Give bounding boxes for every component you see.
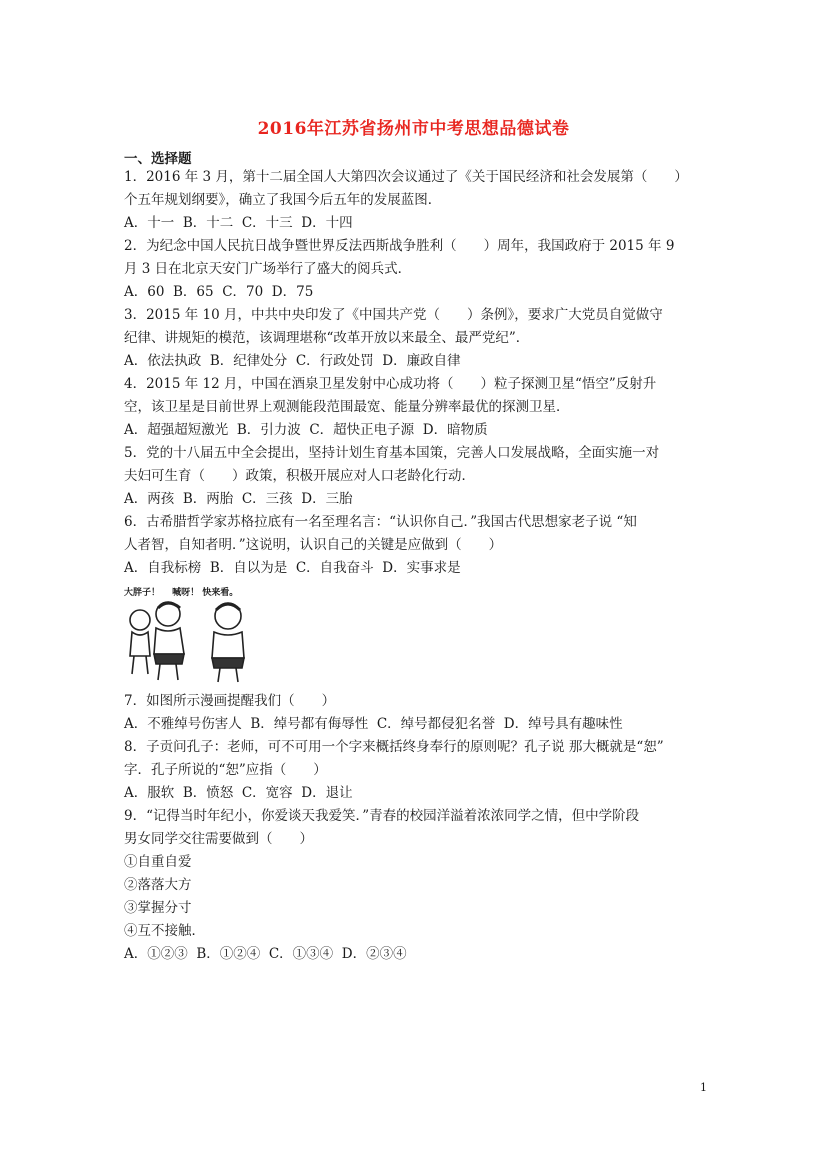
question-stem: 7．如图所示漫画提醒我们（ ） [124, 693, 336, 709]
question-options: A．自我标榜 B．自以为是 C．自我奋斗 D．实事求是 [124, 560, 461, 576]
question-stem: 1．2016 年 3 月，第十二届全国人大第四次会议通过了《关于国民经济和社会发展第（ ） [124, 169, 688, 185]
question-6 [124, 511, 709, 580]
question-options: A．十一 B．十二 C．十三 D．十四 [124, 215, 353, 231]
question-list [124, 166, 709, 966]
question-options: A．超强超短激光 B．引力波 C．超快正电子源 D．暗物质 [124, 422, 488, 438]
question-stem: 夫妇可生育（ ）政策，积极开展应对人口老龄化行动． [124, 468, 475, 484]
question-stem: 3．2015 年 10 月，中共中央印发了《中国共产党（ ）条例》，要求广大党员自觉做守 [124, 307, 663, 323]
question-7 [124, 690, 709, 736]
question-options: A．60 B．65 C．70 D．75 [124, 284, 314, 300]
question-1 [124, 166, 709, 235]
page-number: 1 [700, 1081, 707, 1094]
question-stem: 字．孔子所说的“恕”应指（ ） [124, 762, 327, 778]
question-stem: 男女同学交往需要做到（ ） [124, 831, 313, 847]
question-stem: 5．党的十八届五中全会提出，坚持计划生育基本国策，完善人口发展战略，全面实施一对 [124, 445, 660, 461]
question-stem: 月 3 日在北京天安门广场举行了盛大的阅兵式． [124, 261, 412, 277]
list-item: ①自重自爱 [124, 854, 192, 870]
question-options: A．不雅绰号伤害人 B．绰号都有侮辱性 C．绰号都侵犯名誉 D．绰号具有趣味性 [124, 716, 623, 732]
question-stem: 人者智，自知者明．”这说明，认识自己的关键是应做到（ ） [124, 537, 503, 553]
question-stem: 4．2015 年 12 月，中国在酒泉卫星发射中心成功将（ ）粒子探测卫星“悟空”反射升 [124, 376, 657, 392]
cartoon-caption: 大胖子！ 喊呀！ 快来看。 [124, 588, 239, 598]
page-title: 2016年江苏省扬州市中考思想品德试卷 [257, 119, 570, 139]
section-heading: 一、选择题 [124, 151, 192, 167]
question-stem: 空，该卫星是目前世界上观测能段范围最宽、能量分辨率最优的探测卫星． [124, 399, 570, 415]
question-8 [124, 736, 709, 805]
question-2 [124, 235, 709, 304]
list-item: ③掌握分寸 [124, 900, 192, 916]
question-3 [124, 304, 709, 373]
question-stem: 9．“记得当时年纪小，你爱谈天我爱笑．”青春的校园洋溢着浓浓同学之情，但中学阶段 [124, 808, 640, 824]
question-stem: 2．为纪念中国人民抗日战争暨世界反法西斯战争胜利（ ）周年，我国政府于 2015 年 9 [124, 238, 675, 254]
question-stem: 纪律、讲规矩的模范，该调理堪称“改革开放以来最全、最严党纪”． [124, 330, 530, 346]
cartoon-illustration [124, 582, 709, 687]
question-options: A．服软 B．愤怒 C．宽容 D．退让 [124, 785, 353, 801]
question-5 [124, 442, 709, 511]
question-options: A．①②③ B．①②④ C．①③④ D．②③④ [124, 946, 407, 962]
question-4 [124, 373, 709, 442]
question-stem: 8．子贡问孔子：老师，可不可用一个字来概括终身奉行的原则呢？孔子说 那大概就是“恕” [124, 739, 664, 755]
question-options: A．两孩 B．两胎 C．三孩 D．三胎 [124, 491, 353, 507]
question-stem: 6．古希腊哲学家苏格拉底有一名至理名言：“认识你自己．”我国古代思想家老子说 “知 [124, 514, 637, 530]
question-options: A．依法执政 B．纪律处分 C．行政处罚 D．廉政自律 [124, 353, 461, 369]
list-item: ④互不接触． [124, 923, 205, 939]
question-stem: 个五年规划纲要》，确立了我国今后五年的发展蓝图． [124, 192, 442, 208]
cartoon-drawing [124, 594, 264, 686]
list-item: ②落落大方 [124, 877, 192, 893]
question-9 [124, 805, 709, 966]
